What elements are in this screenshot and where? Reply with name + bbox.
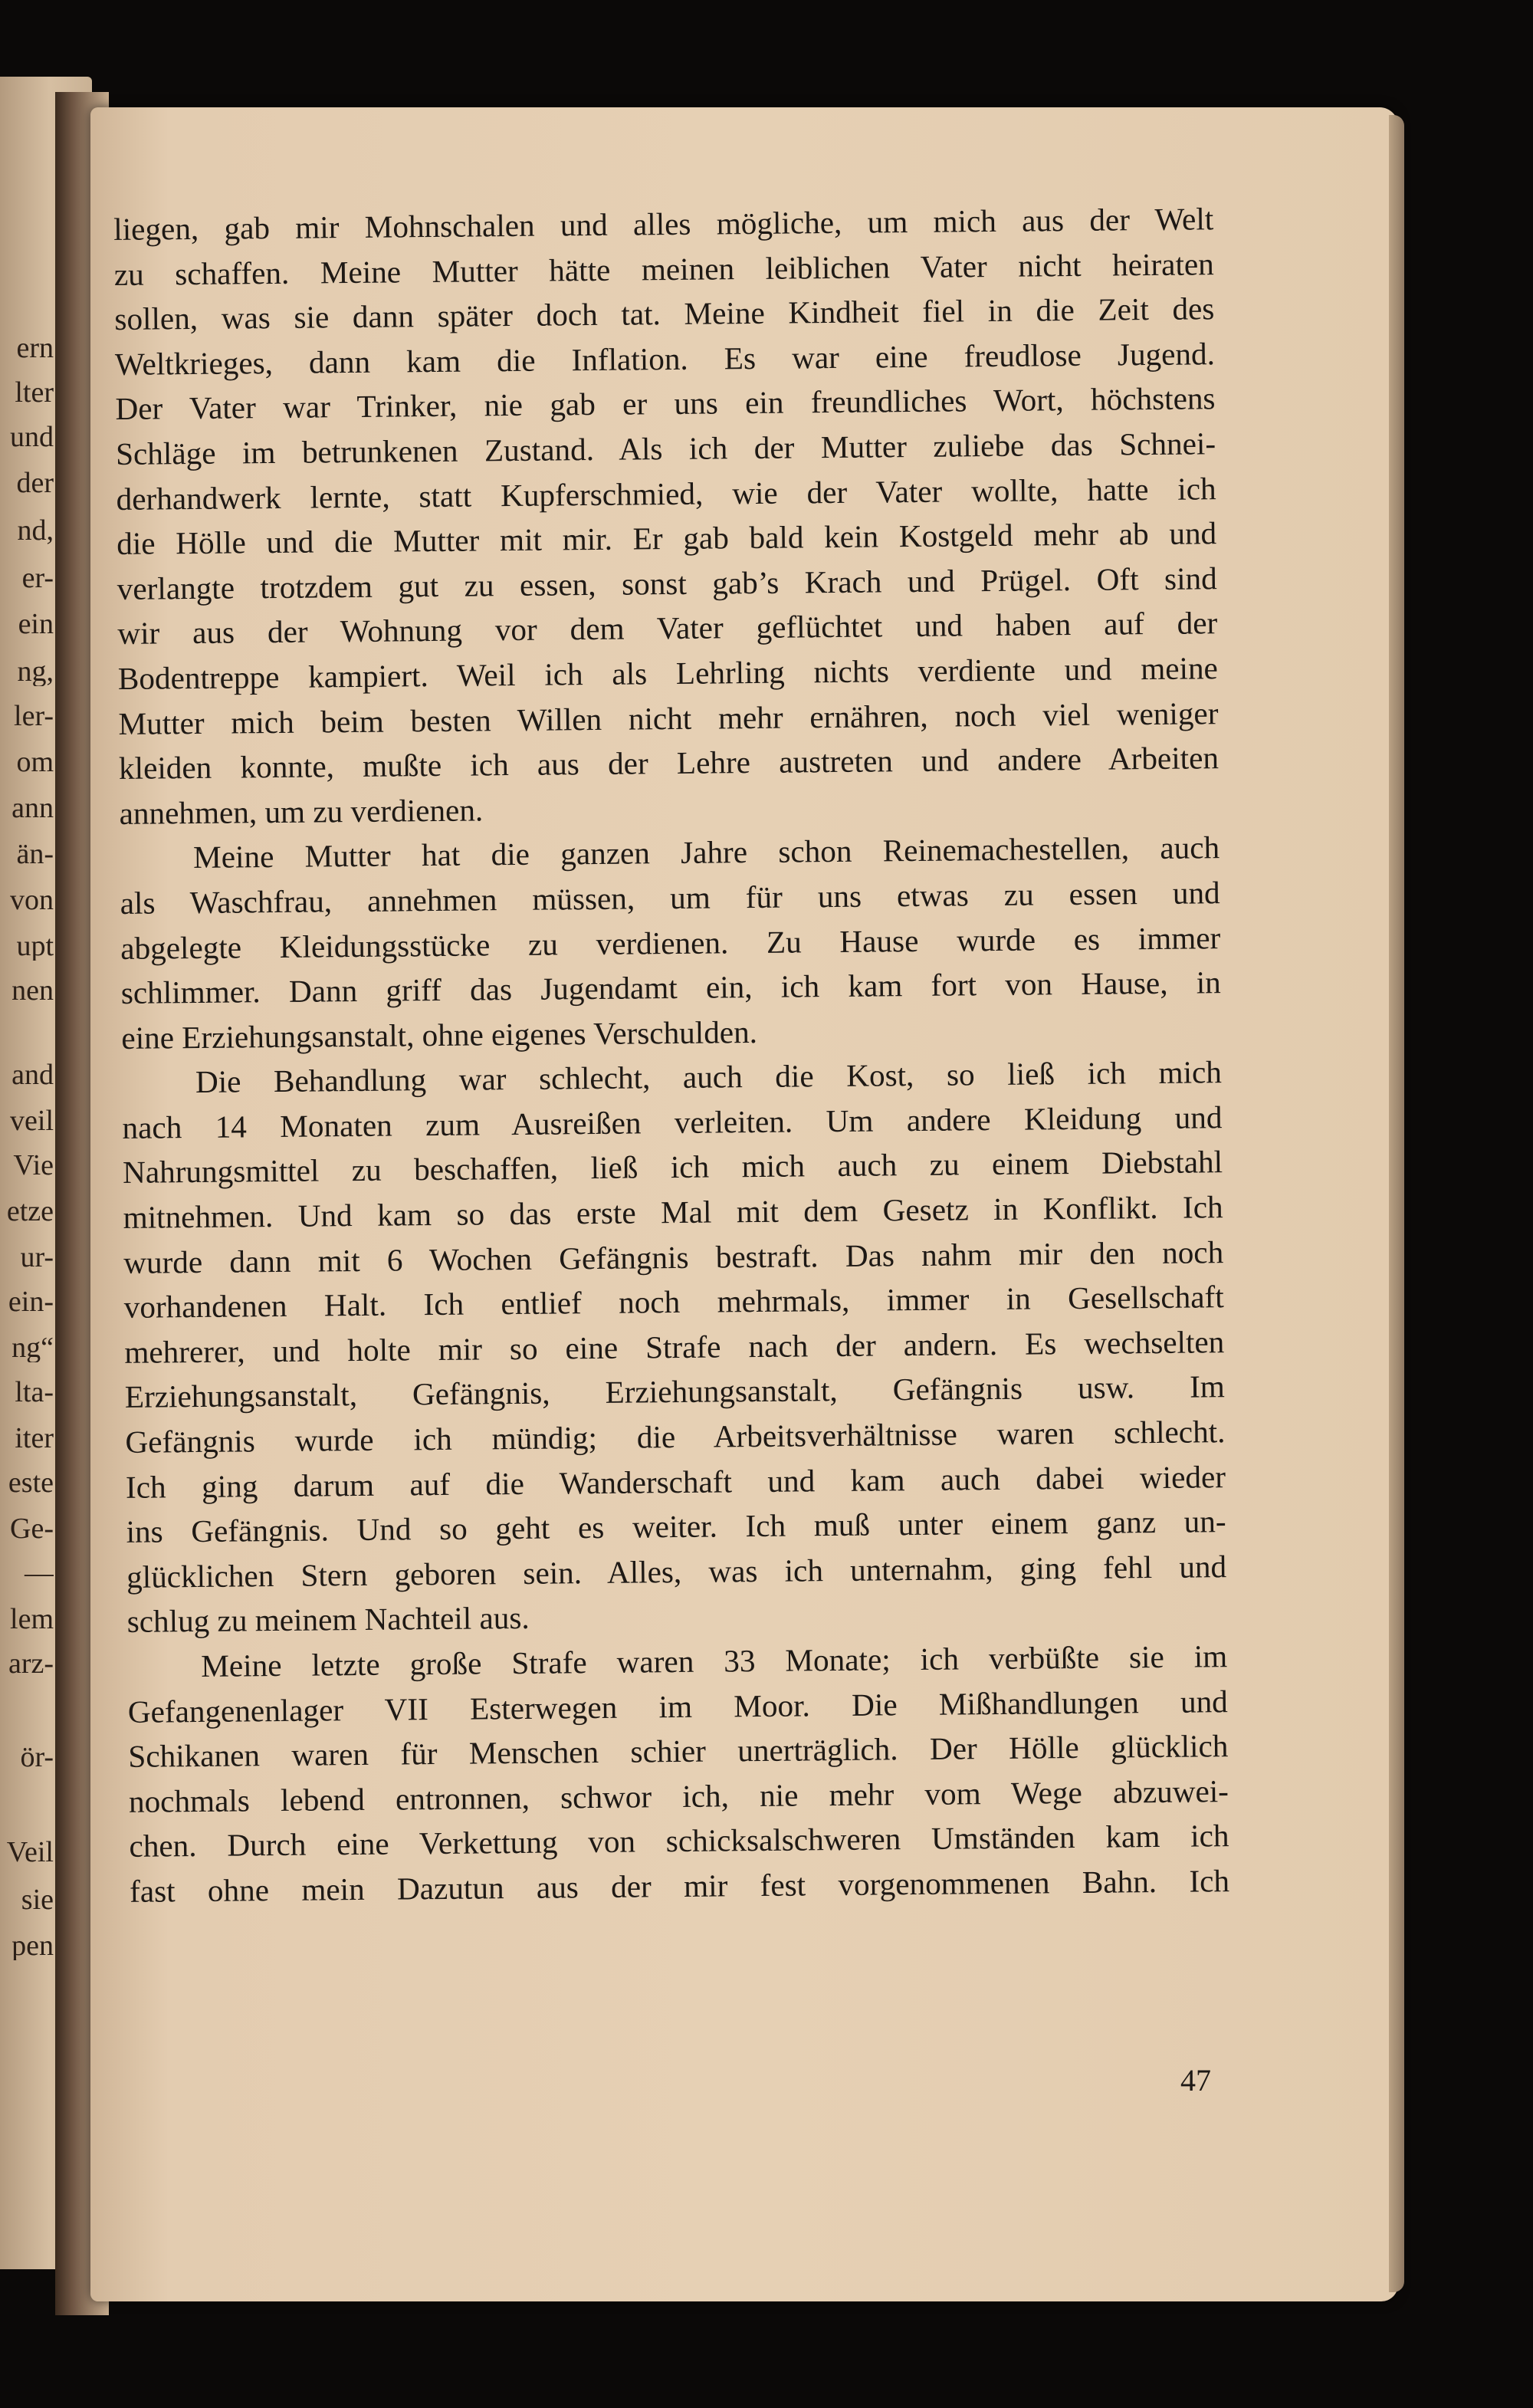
text-line: Der Vater war Trinker, nie gab er uns ein freundliches Wort, höchstens [115,380,1216,427]
facing-page-fragment: und [10,422,54,452]
facing-page-fragment: ein- [8,1287,54,1316]
facing-page-fragment: er- [21,563,54,593]
facing-page-fragment: iter [15,1424,54,1453]
text-line: Meine letzte große Strafe waren 33 Monate; ich verbüßte sie im [201,1638,1228,1684]
text-line: Gefängnis wurde ich mündig; die Arbeitsverhältnisse waren schlecht. [125,1414,1226,1460]
text-line: mitnehmen. Und kam so das erste Mal mit dem Gesetz in Konflikt. Ich [123,1189,1223,1236]
facing-page-fragment: än- [16,839,54,869]
text-line: Schikanen waren für Menschen schier unerträglich. Der Hölle glücklich [128,1728,1229,1775]
text-line: Schläge im betrunkenen Zustand. Als ich der Mutter zuliebe das Schnei- [115,425,1216,471]
facing-page-fragment: lter [15,378,54,407]
text-line: wurde dann mit 6 Wochen Gefängnis bestraft. Das nahm mir den noch [123,1234,1224,1280]
text-line: als Waschfrau, annehmen müssen, um für uns etwas zu essen und [120,875,1220,921]
facing-page-fragment: ein [18,609,54,639]
text-line: Meine Mutter hat die ganzen Jahre schon Reinemachestellen, auch [192,829,1220,875]
body-text [113,196,1229,1914]
page-number: 47 [1180,2063,1211,2098]
text-line: zu schaffen. Meine Mutter hätte meinen leiblichen Vater nicht heiraten [113,245,1214,292]
facing-page-fragment: nd, [17,516,54,545]
text-line: Erziehungsanstalt, Gefängnis, Erziehungsanstalt, Gefängnis usw. Im [124,1368,1226,1415]
facing-page-fragment: von [10,885,54,915]
text-line: die Hölle und die Mutter mit mir. Er gab bald kein Kostgeld mehr ab und [116,515,1217,562]
text-line: Weltkrieges, dann kam die Inflation. Es war eine freudlose Jugend. [114,335,1216,382]
facing-page-fragment: om [16,747,54,777]
facing-page-fragment: ng, [17,657,54,686]
page-stack-edge [1389,115,1404,2292]
text-line: schlimmer. Dann griff das Jugendamt ein, ich kam fort von Hause, in [120,964,1221,1011]
text-line: eine Erziehungsanstalt, ohne eigenes Verschulden. [121,1013,758,1056]
facing-page-fragment: lta- [15,1378,54,1407]
text-line: Die Behandlung war schlecht, auch die Kost, so ließ ich mich [195,1054,1223,1100]
text-line: kleiden konnte, mußte ich aus der Lehre austreten und andere Arbeiten [118,740,1220,787]
paragraph [120,825,1222,1060]
text-line: chen. Durch eine Verkettung von schicksalschweren Umständen kam ich [129,1818,1229,1864]
facing-page-fragment: nen [11,976,54,1005]
text-line: glücklichen Stern geboren sein. Alles, was ich unternahm, ging fehl und [126,1548,1227,1595]
text-line: nochmals lebend entronnen, schwor ich, nie mehr vom Wege abzuwei- [128,1772,1229,1819]
text-line: Mutter mich beim besten Willen nicht mehr ernähren, noch viel weniger [118,695,1219,741]
facing-page-fragment: der [16,468,54,498]
facing-page-fragment: Ge- [10,1514,54,1543]
text-line: Nahrungsmittel zu beschaffen, ließ ich mich auch zu einem Diebstahl [122,1144,1223,1191]
text-line: nach 14 Monaten zum Ausreißen verleiten. Um andere Kleidung und [122,1099,1223,1145]
facing-page-fragment: veil [10,1106,54,1135]
text-line: annehmen, um zu verdienen. [119,792,484,831]
text-line: sollen, was sie dann später doch tat. Meine Kindheit fiel in die Zeit des [114,291,1215,337]
facing-page-fragment: and [11,1060,54,1089]
text-line: liegen, gab mir Mohnschalen und alles mögliche, um mich aus der Welt [113,201,1214,247]
text-line: Gefangenenlager VII Esterwegen im Moor. Die Mißhandlungen und [127,1683,1228,1730]
facing-page-fragment: ör- [20,1743,54,1772]
facing-page-fragment: Veil [6,1838,54,1867]
facing-page-fragment: este [8,1468,54,1497]
text-line: vorhandenen Halt. Ich entlief noch mehrmals, immer in Gesellschaft [123,1279,1224,1326]
text-line: schlug zu meinem Nachteil aus. [126,1600,530,1640]
facing-page-fragment: sie [21,1885,54,1914]
paragraph [113,196,1220,836]
facing-page-fragment: lem [10,1605,54,1634]
facing-page-fragment: — [25,1559,54,1588]
facing-page-fragment: upt [16,931,54,961]
facing-page-fragment: pen [11,1931,54,1960]
facing-page-fragment: ng“ [11,1333,54,1362]
text-line: Bodentreppe kampiert. Weil ich als Lehrling nichts verdiente und meine [117,650,1219,696]
text-line: mehrerer, und holte mir so eine Strafe nach der andern. Es wechselten [124,1324,1225,1370]
paragraph [127,1634,1229,1914]
facing-page-fragment: ler- [14,701,54,731]
facing-page-fragment: arz- [8,1649,54,1678]
facing-page-fragment: Vie [13,1151,54,1180]
facing-page-fragment: ur- [20,1243,54,1272]
facing-page-fragment: ann [11,793,54,823]
text-line: fast ohne mein Dazutun aus der mir fest vorgenommenen Bahn. Ich [129,1863,1230,1909]
text-line: Ich ging darum auf die Wanderschaft und kam auch dabei wieder [125,1458,1226,1505]
text-line: ins Gefängnis. Und so geht es weiter. Ich muß unter einem ganz un- [126,1503,1226,1550]
text-line: abgelegte Kleidungsstücke zu verdienen. Zu Hause wurde es immer [120,919,1221,966]
text-line: verlangte trotzdem gut zu essen, sonst gab’s Krach und Prügel. Oft sind [117,560,1217,606]
text-line: wir aus der Wohnung vor dem Vater geflüchtet und haben auf der [117,605,1218,652]
facing-page-fragment: ern [16,333,54,363]
facing-page-fragment: etze [6,1197,54,1226]
text-line: derhandwerk lernte, statt Kupferschmied, wie der Vater wollte, hatte ich [116,470,1216,517]
paragraph [122,1050,1227,1644]
